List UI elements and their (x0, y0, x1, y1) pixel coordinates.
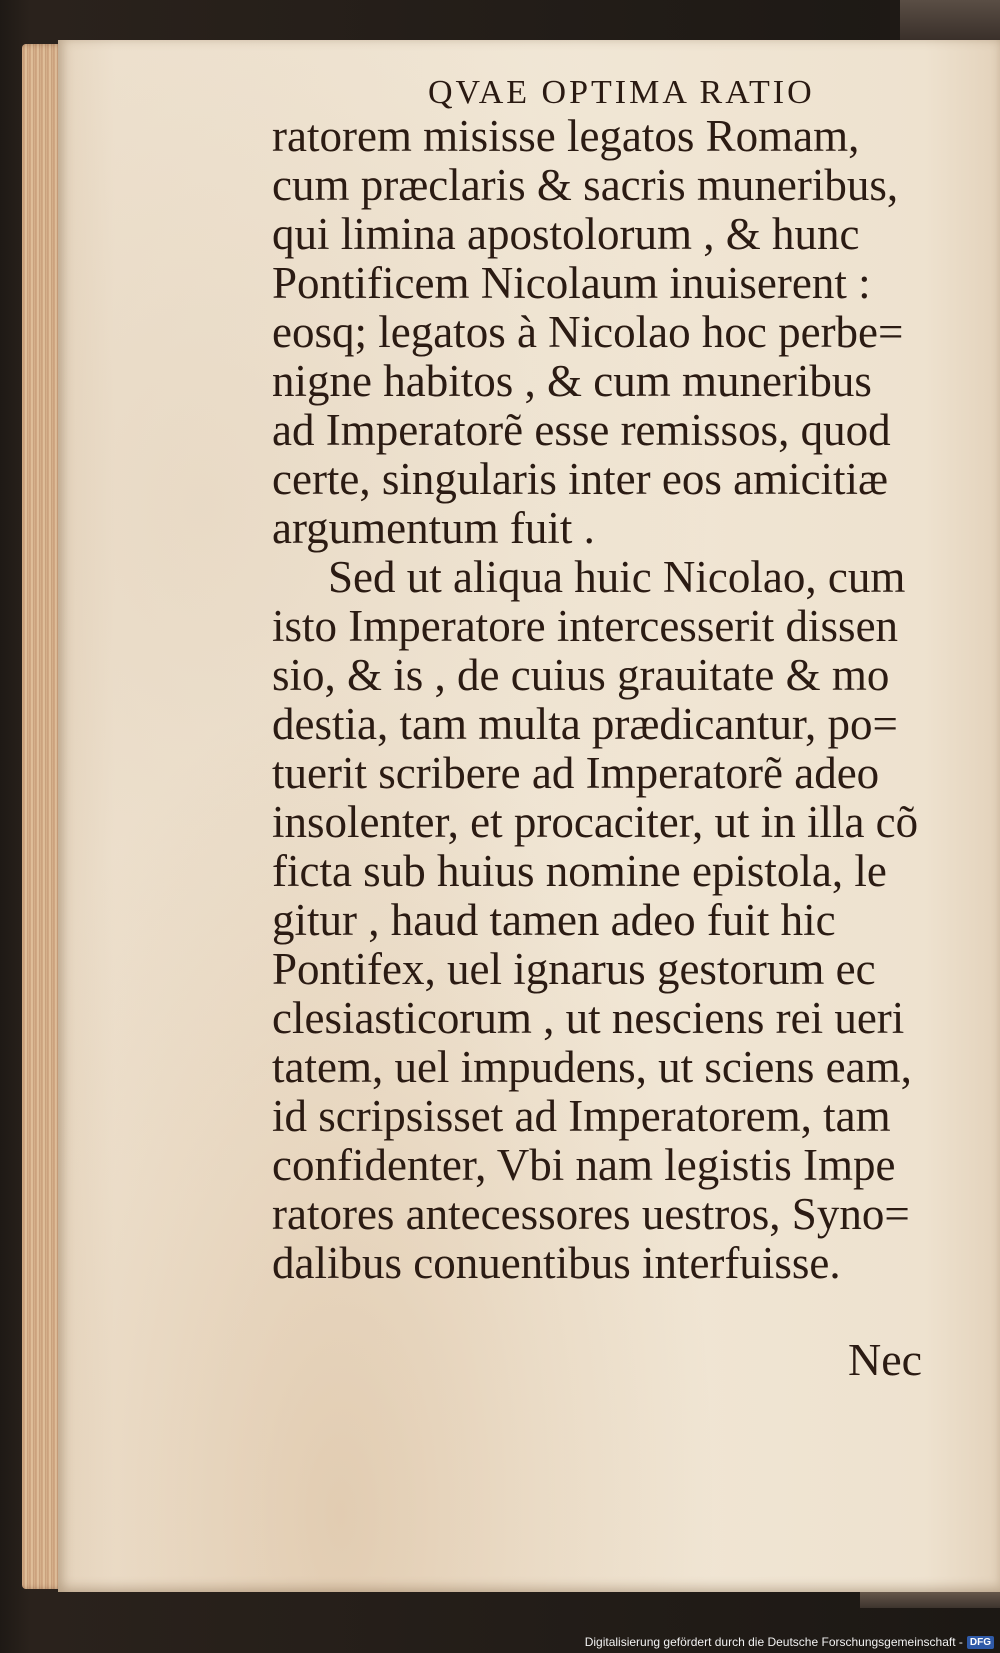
text-line: destia, tam multa prædicantur, po= (272, 699, 898, 749)
text-line: Pontificem Nicolaum inuiserent : (272, 258, 871, 308)
text-line: gitur , haud tamen adeo fuit hic (272, 895, 836, 945)
book-edge-bottom (860, 1590, 1000, 1608)
text-line: tatem, uel impudens, ut sciens eam, (272, 1042, 912, 1092)
text-line: ratores antecessores uestros, Syno= (272, 1189, 910, 1239)
text-line: ratorem misisse legatos Romam, (272, 111, 860, 161)
text-line: insolenter, et procaciter, ut in illa cõ (272, 797, 919, 847)
text-line: sio, & is , de cuius grauitate & mo (272, 650, 890, 700)
text-line: eosq; legatos à Nicolao hoc perbe= (272, 307, 904, 357)
text-line: tuerit scribere ad Imperatorẽ adeo (272, 748, 880, 798)
text-line: cum præclaris & sacris muneribus, (272, 160, 899, 210)
page-body (272, 112, 922, 1288)
text-line: ad Imperatorẽ esse remissos, quod (272, 405, 891, 455)
text-line: id scripsisset ad Imperatorem, tam (272, 1091, 891, 1141)
text-line: confidenter, Vbi nam legistis Impe (272, 1140, 896, 1190)
text-line: dalibus conuentibus interfuisse. (272, 1238, 841, 1288)
catchword: Nec (848, 1334, 923, 1385)
text-line: certe, singularis inter eos amicitiæ (272, 454, 889, 504)
text-line: Pontifex, uel ignarus gestorum ec (272, 944, 876, 994)
text-line: argumentum fuit . (272, 503, 595, 553)
book-edge-top (900, 0, 1000, 40)
text-line: clesiasticorum , ut nesciens rei ueri (272, 993, 905, 1043)
paragraph-start-line: Sed ut aliqua huic Nicolao, cum (328, 552, 906, 602)
text-line: isto Imperatore intercesserit dissen (272, 601, 899, 651)
text-line: nigne habitos , & cum muneribus (272, 356, 872, 406)
digitization-credit (585, 1635, 994, 1649)
running-header: QVAE OPTIMA RATIO (428, 74, 815, 111)
book-page (58, 40, 1000, 1592)
credit-text: Digitalisierung gefördert durch die Deutsche Forschungsgemeinschaft - (584, 1635, 963, 1649)
text-line: ficta sub huius nomine epistola, le (272, 846, 887, 896)
dfg-logo: DFG (967, 1636, 994, 1649)
text-line: qui limina apostolorum , & hunc (272, 209, 860, 259)
